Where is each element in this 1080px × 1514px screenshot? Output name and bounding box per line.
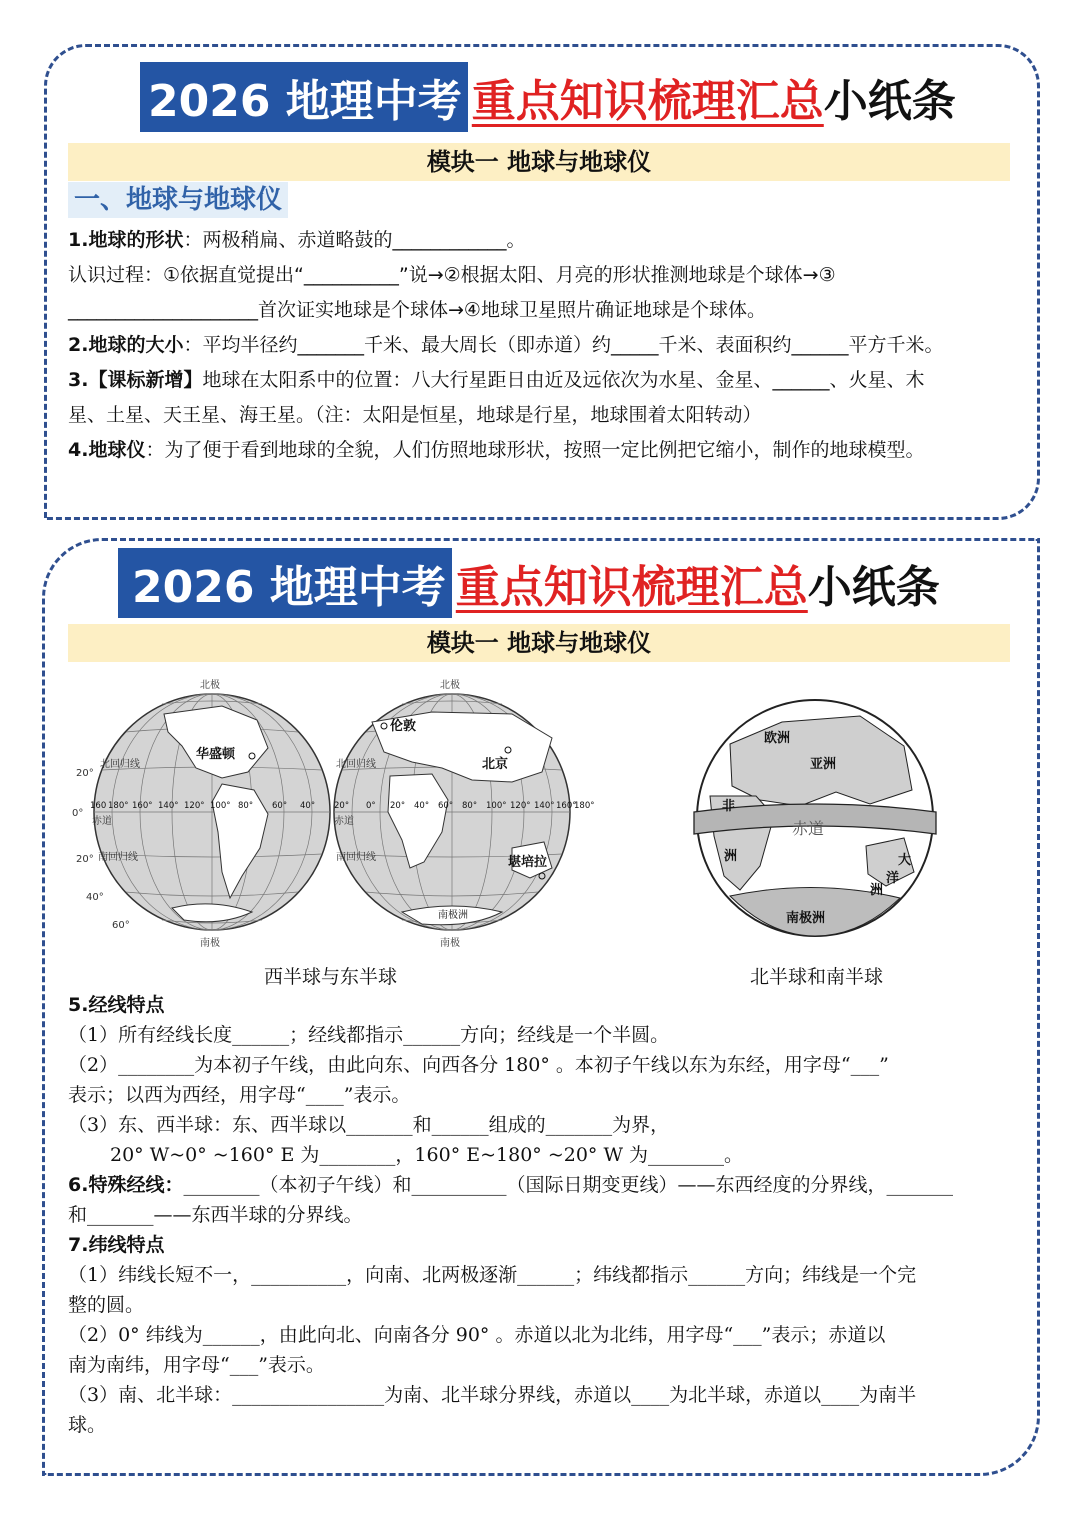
- western-hemisphere: [94, 694, 330, 930]
- lon-tick: 100°: [486, 801, 507, 811]
- beijing-label: 北京: [482, 757, 509, 772]
- europe-label: 欧洲: [764, 731, 791, 746]
- north-pole-label-west: 北极: [200, 680, 220, 691]
- line-process-1: 认识过程：①依据直觉提出“__________”说→②根据太阳、月亮的形状推测地球是个球体→③: [68, 264, 836, 286]
- meridian-line-4: （3）东、西半球：东、西半球以_______和______组成的_______为界，: [68, 1114, 670, 1136]
- lon-tick: 80°: [238, 801, 254, 811]
- lon-tick: 180°: [574, 801, 595, 811]
- special-meridians-line-1: [68, 1168, 1012, 1202]
- equator-label-west: 赤道: [92, 816, 112, 827]
- washington-label: 华盛顿: [196, 747, 236, 762]
- oceania-label-3: 洲: [870, 883, 884, 898]
- lon-tick: 140°: [158, 801, 179, 811]
- banner-black-text: 小纸条: [823, 76, 956, 127]
- canberra-label: 堪培拉: [508, 855, 548, 870]
- equator-band-label: 赤道: [792, 819, 825, 838]
- banner-black-text: 小纸条: [807, 562, 940, 613]
- lon-tick: 100°: [210, 801, 231, 811]
- meridian-line-3: 表示；以西为西经，用字母“____”表示。: [68, 1084, 411, 1106]
- heading-meridians: 5.经线特点: [68, 994, 165, 1016]
- antarctica-label: 南极洲: [786, 911, 826, 926]
- north-south-caption: 北半球和南半球: [750, 966, 884, 988]
- longitude-ticks: [90, 801, 594, 811]
- line-shape: [68, 223, 1012, 257]
- lon-tick: 160°: [556, 801, 577, 811]
- lat-20s-label: 20°: [76, 854, 94, 865]
- term-size: 2.地球的大小: [68, 334, 184, 356]
- parallel-line-6: 球。: [68, 1414, 107, 1436]
- africa-label-2: 洲: [724, 849, 738, 864]
- africa-label-1: 非: [722, 799, 736, 814]
- lon-tick: 120°: [510, 801, 531, 811]
- parallel-line-1: （1）纬线长短不一，__________，向南、北两极逐渐______；纬线都指示______方向；纬线是一个完: [68, 1264, 917, 1286]
- lat-60-label: 60°: [112, 920, 130, 931]
- north-tropic-label-east: 北回归线: [336, 759, 376, 770]
- section-heading: 一、地球与地球仪: [68, 182, 288, 218]
- title-banner-1: [140, 62, 956, 132]
- lon-tick: 140°: [534, 801, 555, 811]
- meridian-line-2: （2）________为本初子午线，由此向东、向西各分 180° 。本初子午线以东为东经，用字母“___”: [68, 1054, 889, 1076]
- south-pole-label-east: 南极: [440, 938, 460, 949]
- text-solar-1: 地球在太阳系中的位置：八大行星距日由近及远依次为水星、金星、______、火星、木: [202, 369, 925, 391]
- parallel-line-4: 南为南纬，用字母“___”表示。: [68, 1354, 325, 1376]
- oceania-label-1: 大: [898, 853, 912, 868]
- lon-tick: 160: [90, 801, 107, 811]
- parallel-line-3: （2）0° 纬线为______，由此向北、向南各分 90° 。赤道以北为北纬，用字母“___”表示；赤道以: [68, 1324, 886, 1346]
- special-meridians-text: ________（本初子午线）和__________（国际日期变更线）——东西经度的分界线，_______: [183, 1174, 953, 1196]
- lon-tick: 60°: [438, 801, 454, 811]
- asia-label: 亚洲: [810, 757, 837, 772]
- lon-tick: 120°: [184, 801, 205, 811]
- module-title-1: 模块一 地球与地球仪: [68, 143, 1010, 181]
- south-tropic-label-west: 南回归线: [98, 852, 138, 863]
- banner-blue-text: 2026 地理中考: [140, 62, 468, 132]
- lon-tick: 80°: [462, 801, 478, 811]
- north-tropic-label-west: 北回归线: [100, 759, 140, 770]
- lon-tick: 180°: [108, 801, 129, 811]
- line-solar-system-1: [68, 363, 1012, 397]
- text-size: ：平均半径约_______千米、最大周长（即赤道）约_____千米、表面积约______平方千米。: [183, 334, 944, 356]
- south-tropic-label-east: 南回归线: [336, 852, 376, 863]
- line-solar-system-2: 星、土星、天王星、海王星。（注：太阳是恒星，地球是行星，地球围着太阳转动）: [68, 404, 762, 426]
- lon-tick: 40°: [300, 801, 316, 811]
- line-process-2: ____________________首次证实地球是个球体→④地球卫星照片确证地球是个球体。: [68, 299, 766, 321]
- text-shape: ：两极稍扁、赤道略鼓的____________。: [183, 229, 526, 251]
- lat-20n-label: 20°: [76, 768, 94, 779]
- module-title-2: 模块一 地球与地球仪: [68, 624, 1010, 662]
- term-new: 3.【课标新增】: [68, 369, 203, 391]
- heading-special-meridians: 6.特殊经线：: [68, 1174, 184, 1196]
- north-pole-label-east: 北极: [440, 680, 460, 691]
- antarctica-small-label: 南极洲: [438, 910, 468, 921]
- banner-red-text: 重点知识梳理汇总: [455, 562, 808, 613]
- lon-tick: 20°: [334, 801, 350, 811]
- south-pole-label-west: 南极: [200, 938, 220, 949]
- lon-tick: 0°: [366, 801, 376, 811]
- meridian-line-1: （1）所有经线长度______；经线都指示______方向；经线是一个半圆。: [68, 1024, 670, 1046]
- oceania-label-2: 洋: [886, 871, 900, 886]
- line-globe: [68, 433, 1012, 467]
- special-meridians-line-2: 和_______——东西半球的分界线。: [68, 1204, 363, 1226]
- parallel-line-2: 整的圆。: [68, 1294, 145, 1316]
- meridian-line-5: 20° W~0° ~160° E 为________，160° E~180° ~20° W 为________。: [110, 1144, 744, 1166]
- term-shape: 1.地球的形状: [68, 229, 184, 251]
- term-globe: 4.地球仪: [68, 439, 146, 461]
- lon-tick: 40°: [414, 801, 430, 811]
- banner-blue-text: 2026 地理中考: [118, 548, 452, 618]
- text-globe: ：为了便于看到地球的全貌，人们仿照地球形状，按照一定比例把它缩小，制作的地球模型。: [145, 439, 925, 461]
- hemispheres-map: [72, 672, 595, 954]
- eastern-hemisphere: [334, 694, 570, 930]
- lon-tick: 160°: [132, 801, 153, 811]
- lat-40-label: 40°: [86, 892, 104, 903]
- london-label: 伦敦: [390, 719, 417, 734]
- equator-label-east: 赤道: [334, 816, 354, 827]
- north-south-globe: [690, 686, 940, 942]
- lon-tick: 20°: [390, 801, 406, 811]
- hemispheres-caption: 西半球与东半球: [264, 966, 398, 988]
- heading-parallels: 7.纬线特点: [68, 1234, 165, 1256]
- banner-red-text: 重点知识梳理汇总: [471, 76, 824, 127]
- lon-tick: 60°: [272, 801, 288, 811]
- title-banner-2: [118, 548, 940, 618]
- line-size: [68, 328, 1012, 362]
- parallel-line-5: （3）南、北半球：________________为南、北半球分界线，赤道以____为北半球，赤道以____为南半: [68, 1384, 917, 1406]
- lat-0-label: 0°: [72, 808, 84, 819]
